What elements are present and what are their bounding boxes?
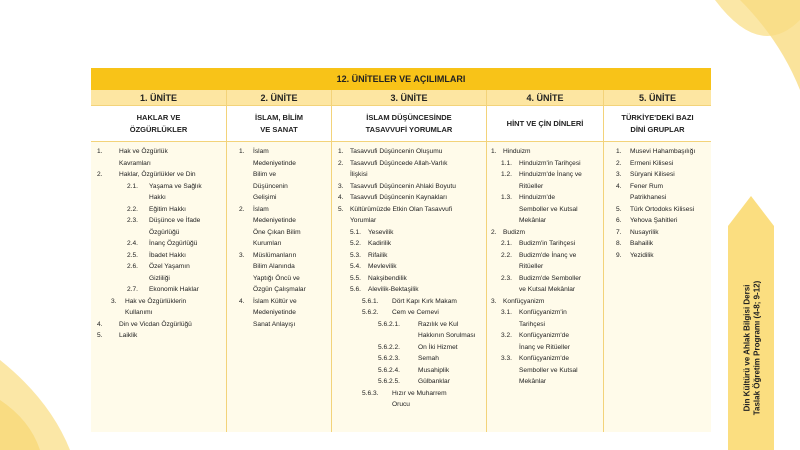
list-item-text: Konfüçyanizm'in bbox=[519, 309, 567, 316]
list-item-number: 4. bbox=[239, 297, 245, 305]
list-item bbox=[332, 192, 486, 204]
list-item-text: Semboller ve Kutsal bbox=[519, 366, 578, 374]
list-item-number: 2.5. bbox=[127, 251, 138, 259]
list-item bbox=[91, 181, 226, 193]
list-item-text: İslam bbox=[253, 148, 269, 155]
list-item-text: Hinduizm'in Tarihçesi bbox=[519, 159, 581, 167]
list-item bbox=[91, 215, 226, 227]
list-item-text: İnanç Özgürlüğü bbox=[149, 240, 198, 247]
list-item-text: Medeniyetinde bbox=[253, 217, 296, 224]
list-item-number: 7. bbox=[616, 228, 622, 236]
list-item-number: 1.2. bbox=[501, 171, 512, 178]
list-item bbox=[91, 284, 226, 296]
list-item bbox=[487, 365, 603, 377]
list-item-number: 4. bbox=[97, 320, 103, 328]
list-item-text: Semboller ve Kutsal bbox=[519, 205, 578, 213]
unit-subtitle bbox=[604, 106, 711, 142]
list-item-text: Düşüncenin bbox=[253, 182, 288, 190]
list-item-number: 3. bbox=[338, 182, 344, 190]
list-item bbox=[332, 169, 486, 181]
list-item-number bbox=[239, 158, 253, 170]
list-item-number bbox=[239, 192, 253, 204]
list-item-number bbox=[239, 319, 253, 331]
list-item-number: 5.6.2.2. bbox=[378, 343, 400, 351]
list-item-number bbox=[239, 261, 253, 273]
list-item-text: Budizm'in Tarihçesi bbox=[519, 240, 576, 247]
list-item-text: Budizm'de İnanç ve bbox=[519, 251, 577, 259]
list-item-number: 1. bbox=[97, 148, 103, 155]
list-item bbox=[332, 215, 486, 227]
unit-subtitle-line: ÖZGÜRLÜKLER bbox=[129, 124, 188, 134]
list-item-text: Konfüçyanizm'de bbox=[519, 355, 570, 362]
list-item bbox=[91, 330, 226, 342]
list-item-number: 2.1. bbox=[501, 240, 512, 247]
list-item bbox=[227, 284, 331, 296]
list-item-number: 5.6.1. bbox=[362, 297, 379, 305]
list-item-number: 3.2. bbox=[501, 332, 512, 339]
list-item-number: 5.6.2. bbox=[362, 309, 379, 316]
list-item bbox=[91, 273, 226, 285]
list-item-number: 5. bbox=[338, 205, 344, 213]
list-item-text: Ritüeller bbox=[519, 182, 544, 190]
unit-subtitle-line: DİNİ GRUPLAR bbox=[630, 124, 685, 134]
list-item bbox=[487, 261, 603, 273]
list-item bbox=[91, 204, 226, 216]
list-item-number: 1.3. bbox=[501, 194, 512, 201]
list-item bbox=[332, 399, 486, 411]
unit-subtitle-line: İSLAM DÜŞÜNCESİNDE bbox=[366, 112, 452, 122]
list-item bbox=[487, 353, 603, 365]
list-item-text: Ermeni Kilisesi bbox=[630, 159, 674, 167]
list-item-text: Nusayrilik bbox=[630, 228, 659, 236]
list-item bbox=[604, 169, 711, 181]
list-item-text: Özgürlüğü bbox=[149, 228, 180, 236]
list-item-number: 5.6.2.1. bbox=[378, 320, 400, 328]
list-item bbox=[487, 169, 603, 181]
list-item bbox=[91, 158, 226, 170]
list-item-text: Cem ve Cemevi bbox=[392, 309, 439, 316]
list-item bbox=[227, 204, 331, 216]
list-item-text: Patrikhanesi bbox=[630, 194, 667, 201]
list-item bbox=[332, 296, 486, 308]
list-item-number: 2.3. bbox=[127, 217, 138, 224]
unit-subtitle bbox=[227, 106, 331, 142]
list-item-text: On İki Hizmet bbox=[418, 343, 458, 351]
list-item-text: Gizliliği bbox=[149, 274, 170, 282]
list-item-text: Müslümanların bbox=[253, 251, 297, 259]
unit-subtitle-line: TÜRKİYE'DEKİ BAZI bbox=[621, 112, 694, 122]
list-item-text: Mevlevilik bbox=[368, 263, 397, 270]
list-item-text: Tasavvufi Düşüncede Allah-Varlık bbox=[350, 159, 448, 167]
list-item bbox=[332, 238, 486, 250]
unit-subtitle-line: HİNT VE ÇİN DİNLERİ bbox=[506, 118, 584, 128]
list-item bbox=[91, 296, 226, 308]
list-item bbox=[227, 250, 331, 262]
list-item-number: 1.1. bbox=[501, 159, 512, 167]
list-item-text: Özel Yaşamın bbox=[149, 263, 190, 270]
list-item-number: 5.6.2.4. bbox=[378, 366, 400, 374]
list-item bbox=[604, 238, 711, 250]
list-item-text: Musevi Hahambaşılığı bbox=[630, 148, 696, 155]
list-item bbox=[332, 261, 486, 273]
list-item-number: 5.6.2.3. bbox=[378, 355, 400, 362]
list-item-number bbox=[338, 215, 350, 227]
list-item bbox=[332, 376, 486, 388]
list-item bbox=[332, 365, 486, 377]
list-item-text: Kadirilik bbox=[368, 240, 392, 247]
list-item bbox=[487, 146, 603, 158]
list-item bbox=[332, 353, 486, 365]
list-item-number: 5.3. bbox=[350, 251, 361, 259]
list-item bbox=[91, 261, 226, 273]
list-item-text: Bilim Alanında bbox=[253, 263, 295, 270]
list-item-text: Yezidilik bbox=[630, 251, 654, 259]
list-item-text: Tasavvufi Düşüncenin Ahlaki Boyutu bbox=[350, 182, 456, 190]
list-item-number bbox=[501, 284, 519, 296]
list-item-text: Sanat Anlayışı bbox=[253, 320, 296, 328]
list-item-text: Yaşama ve Sağlık bbox=[149, 182, 202, 190]
list-item-text: Kavramları bbox=[119, 159, 151, 167]
side-label-line-2: Taslak Öğretim Programı (4-8; 9-12) bbox=[752, 280, 761, 416]
decorative-corner-shape-bottom-left bbox=[0, 340, 90, 450]
list-item-number bbox=[501, 181, 519, 193]
list-item-text: Rifailik bbox=[368, 251, 388, 259]
list-item-number: 2.6. bbox=[127, 263, 138, 270]
list-item bbox=[227, 319, 331, 331]
list-item-text: Türk Ortodoks Kilisesi bbox=[630, 205, 695, 213]
list-item-number: 3.3. bbox=[501, 355, 512, 362]
list-item-number bbox=[239, 169, 253, 181]
list-item bbox=[487, 227, 603, 239]
list-item-number: 3. bbox=[616, 171, 622, 178]
list-item bbox=[227, 215, 331, 227]
list-item-text: Musahiplik bbox=[418, 366, 450, 374]
list-item-text: Mekânlar bbox=[519, 217, 547, 224]
list-item-number bbox=[338, 169, 350, 181]
list-item-number: 2.7. bbox=[127, 286, 138, 293]
list-item-text: Kurumları bbox=[253, 240, 282, 247]
unit-items bbox=[487, 142, 603, 388]
list-item-text: Alevilik-Bektaşilik bbox=[368, 286, 419, 293]
list-item bbox=[91, 250, 226, 262]
list-item-number: 1. bbox=[239, 148, 245, 155]
list-item bbox=[487, 250, 603, 262]
list-item bbox=[604, 204, 711, 216]
list-item-number: 4. bbox=[616, 182, 622, 190]
list-item bbox=[487, 284, 603, 296]
list-item bbox=[487, 330, 603, 342]
list-item-number: 2.2. bbox=[501, 251, 512, 259]
list-item-text: Budizm'de Semboller bbox=[519, 274, 582, 282]
list-item bbox=[91, 169, 226, 181]
list-item-text: Süryani Kilisesi bbox=[630, 171, 675, 178]
list-item bbox=[604, 158, 711, 170]
unit-header: 5. ÜNİTE bbox=[604, 90, 711, 106]
list-item bbox=[487, 307, 603, 319]
list-item-text: Ritüeller bbox=[519, 263, 544, 270]
list-item-number bbox=[501, 319, 519, 331]
list-item bbox=[332, 284, 486, 296]
list-item-number: 5.1. bbox=[350, 228, 361, 236]
list-item bbox=[332, 388, 486, 400]
list-item-text: Hinduizm'de İnanç ve bbox=[519, 171, 582, 178]
list-item-text: İslam bbox=[253, 205, 269, 213]
unit-items bbox=[604, 142, 711, 261]
list-item-text: İslam Kültür ve bbox=[253, 297, 297, 305]
units-grid bbox=[91, 90, 711, 432]
list-item-number: 2. bbox=[491, 228, 497, 236]
list-item-text: Düşünce ve İfade bbox=[149, 217, 201, 224]
list-item-number: 5.4. bbox=[350, 263, 361, 270]
list-item bbox=[487, 238, 603, 250]
list-item bbox=[332, 204, 486, 216]
list-item bbox=[332, 273, 486, 285]
list-item-number bbox=[239, 215, 253, 227]
list-item-text: Konfüçyanizm bbox=[503, 297, 545, 305]
list-item-text: Gelişimi bbox=[253, 194, 277, 201]
unit-header: 3. ÜNİTE bbox=[332, 90, 486, 106]
list-item-text: Hinduizm'de bbox=[519, 194, 556, 201]
list-item-number bbox=[239, 181, 253, 193]
unit-column bbox=[91, 90, 227, 432]
list-item bbox=[91, 238, 226, 250]
list-item-text: Ekonomik Haklar bbox=[149, 286, 199, 293]
list-item-number: 3.1. bbox=[501, 309, 512, 316]
list-item bbox=[227, 169, 331, 181]
unit-subtitle-line: VE SANAT bbox=[260, 124, 298, 134]
list-item bbox=[227, 307, 331, 319]
list-item-number bbox=[239, 307, 253, 319]
list-item bbox=[604, 181, 711, 193]
list-item-number bbox=[239, 227, 253, 239]
list-item-number: 5. bbox=[97, 332, 103, 339]
list-item-number: 5.6.2.5. bbox=[378, 378, 400, 385]
side-program-label bbox=[732, 250, 772, 446]
list-item-text: Razılık ve Kul bbox=[418, 320, 459, 328]
list-item bbox=[332, 319, 486, 331]
list-item-text: İbadet Hakkı bbox=[149, 251, 187, 259]
list-item-text: Fener Rum bbox=[630, 182, 663, 190]
list-item-number bbox=[616, 192, 630, 204]
list-item bbox=[604, 146, 711, 158]
list-item bbox=[91, 319, 226, 331]
list-item bbox=[332, 181, 486, 193]
list-item-text: Hakkının Sorulması bbox=[418, 332, 476, 339]
list-item-text: Eğitim Hakkı bbox=[149, 205, 187, 213]
list-item-number bbox=[362, 399, 392, 411]
list-item-text: Hak ve Özgürlüklerin bbox=[125, 297, 187, 305]
list-item bbox=[487, 215, 603, 227]
list-item-text: Yehova Şahitleri bbox=[630, 217, 678, 224]
list-item-number: 3. bbox=[239, 251, 245, 259]
unit-subtitle-line: HAKLAR VE bbox=[136, 112, 181, 122]
list-item-number: 2.4. bbox=[127, 240, 138, 247]
list-item-number: 1. bbox=[491, 148, 497, 155]
list-item-number bbox=[97, 158, 119, 170]
list-item bbox=[227, 296, 331, 308]
list-item bbox=[91, 307, 226, 319]
list-item bbox=[604, 227, 711, 239]
list-item bbox=[332, 158, 486, 170]
list-item bbox=[227, 261, 331, 273]
list-item-number: 2.2. bbox=[127, 205, 138, 213]
unit-subtitle-line: İSLAM, BİLİM bbox=[255, 112, 303, 122]
list-item-text: Medeniyetinde bbox=[253, 159, 296, 167]
list-item bbox=[332, 146, 486, 158]
list-item-number bbox=[239, 284, 253, 296]
side-label-line-1: Din Kültürü ve Ahlak Bilgisi Dersi bbox=[742, 284, 751, 412]
list-item-number bbox=[127, 192, 149, 204]
list-item bbox=[604, 215, 711, 227]
list-item-text: Haklar, Özgürlükler ve Din bbox=[119, 171, 196, 178]
list-item-number bbox=[501, 365, 519, 377]
list-item bbox=[332, 342, 486, 354]
list-item-text: Hakkı bbox=[149, 194, 166, 201]
list-item bbox=[227, 238, 331, 250]
list-item-text: Hak ve Özgürlük bbox=[119, 148, 168, 155]
list-item-text: Dört Kapı Kırk Makam bbox=[392, 297, 457, 305]
unit-header: 2. ÜNİTE bbox=[227, 90, 331, 106]
list-item-text: İnanç ve Ritüeller bbox=[519, 343, 570, 351]
list-item-number: 5.6.3. bbox=[362, 389, 379, 397]
unit-column bbox=[332, 90, 487, 432]
list-item-number: 2. bbox=[239, 205, 245, 213]
list-item-number: 2. bbox=[338, 159, 344, 167]
list-item bbox=[487, 342, 603, 354]
list-item bbox=[91, 146, 226, 158]
list-item-text: Din ve Vicdan Özgürlüğü bbox=[119, 320, 192, 328]
list-item-number: 2.3. bbox=[501, 274, 512, 282]
list-item bbox=[227, 192, 331, 204]
list-item-text: ve Kutsal Mekânlar bbox=[519, 286, 576, 293]
list-item-text: Orucu bbox=[392, 401, 410, 408]
list-item bbox=[487, 158, 603, 170]
list-item-text: Gülbanklar bbox=[418, 378, 450, 385]
list-item-number: 3. bbox=[491, 297, 497, 305]
list-item bbox=[227, 227, 331, 239]
list-item-text: Tasavvufi Düşüncenin Kaynakları bbox=[350, 194, 448, 201]
list-item-number: 1. bbox=[616, 148, 622, 155]
list-item-number: 2.1. bbox=[127, 182, 138, 190]
unit-header: 4. ÜNİTE bbox=[487, 90, 603, 106]
list-item bbox=[487, 273, 603, 285]
list-item-number bbox=[127, 273, 149, 285]
list-item-number bbox=[501, 261, 519, 273]
list-item bbox=[604, 250, 711, 262]
list-item bbox=[332, 330, 486, 342]
unit-subtitle bbox=[332, 106, 486, 142]
list-item-text: Öne Çıkan Bilim bbox=[253, 228, 301, 236]
unit-column bbox=[604, 90, 711, 432]
list-item-number: 1. bbox=[338, 148, 344, 155]
list-item bbox=[332, 250, 486, 262]
list-item-text: Tarihçesi bbox=[519, 320, 546, 328]
unit-subtitle bbox=[91, 106, 226, 142]
list-item-text: Kullanımı bbox=[125, 309, 153, 316]
unit-items bbox=[332, 142, 486, 411]
list-item-number bbox=[127, 227, 149, 239]
unit-items bbox=[91, 142, 226, 342]
list-item bbox=[91, 227, 226, 239]
units-table bbox=[91, 68, 711, 432]
list-item-number: 9. bbox=[616, 251, 622, 259]
list-item bbox=[487, 192, 603, 204]
list-item-number bbox=[501, 342, 519, 354]
list-item-number: 5.5. bbox=[350, 274, 361, 282]
list-item-number bbox=[501, 204, 519, 216]
unit-header: 1. ÜNİTE bbox=[91, 90, 226, 106]
list-item-text: Yesevilik bbox=[368, 228, 394, 236]
list-item-number: 5.6. bbox=[350, 286, 361, 293]
list-item bbox=[227, 273, 331, 285]
list-item-text: Medeniyetinde bbox=[253, 309, 296, 316]
list-item-number: 2. bbox=[97, 171, 103, 178]
list-item-text: Semah bbox=[418, 355, 439, 362]
unit-column bbox=[487, 90, 604, 432]
list-item-text: Nakşibendilik bbox=[368, 274, 407, 282]
list-item-text: Bahailik bbox=[630, 240, 654, 247]
list-item-text: Bilim ve bbox=[253, 171, 277, 178]
unit-items bbox=[227, 142, 331, 330]
list-item-text: Yorumlar bbox=[350, 217, 377, 224]
list-item-number: 3. bbox=[111, 297, 117, 305]
list-item-text: Hızır ve Muharrem bbox=[392, 389, 447, 397]
list-item-text: Hinduizm bbox=[503, 148, 531, 155]
list-item bbox=[91, 192, 226, 204]
unit-subtitle-line: TASAVVUFİ YORUMLAR bbox=[365, 124, 453, 134]
table-title: 12. ÜNİTELER VE AÇILIMLARI bbox=[91, 68, 711, 90]
list-item-number bbox=[378, 330, 418, 342]
list-item-number: 5.2. bbox=[350, 240, 361, 247]
unit-subtitle bbox=[487, 106, 603, 142]
list-item-text: Budizm bbox=[503, 228, 525, 236]
list-item-number: 4. bbox=[338, 194, 344, 201]
list-item-number: 6. bbox=[616, 217, 622, 224]
list-item-number bbox=[239, 238, 253, 250]
list-item-number: 2. bbox=[616, 159, 622, 167]
list-item-text: İlişkisi bbox=[350, 171, 368, 178]
list-item-number bbox=[239, 273, 253, 285]
list-item-text: Özgün Çalışmalar bbox=[253, 286, 306, 293]
list-item-number bbox=[501, 376, 519, 388]
unit-column bbox=[227, 90, 332, 432]
list-item bbox=[227, 181, 331, 193]
list-item bbox=[487, 204, 603, 216]
list-item bbox=[487, 296, 603, 308]
list-item bbox=[604, 192, 711, 204]
list-item bbox=[227, 146, 331, 158]
list-item-text: Yaptığı Öncü ve bbox=[253, 274, 300, 282]
list-item-text: Laiklik bbox=[119, 332, 138, 339]
list-item bbox=[227, 158, 331, 170]
list-item bbox=[332, 227, 486, 239]
list-item-text: Mekânlar bbox=[519, 378, 547, 385]
list-item bbox=[487, 181, 603, 193]
list-item-text: Konfüçyanizm'de bbox=[519, 332, 570, 339]
list-item-text: Tasavvufi Düşüncenin Oluşumu bbox=[350, 148, 443, 155]
list-item-number: 5. bbox=[616, 205, 622, 213]
list-item bbox=[332, 307, 486, 319]
list-item-number bbox=[111, 307, 125, 319]
list-item-number: 8. bbox=[616, 240, 622, 247]
list-item-text: Kültürümüzde Etkin Olan Tasavvufi bbox=[350, 205, 453, 213]
list-item bbox=[487, 376, 603, 388]
list-item-number bbox=[501, 215, 519, 227]
list-item bbox=[487, 319, 603, 331]
